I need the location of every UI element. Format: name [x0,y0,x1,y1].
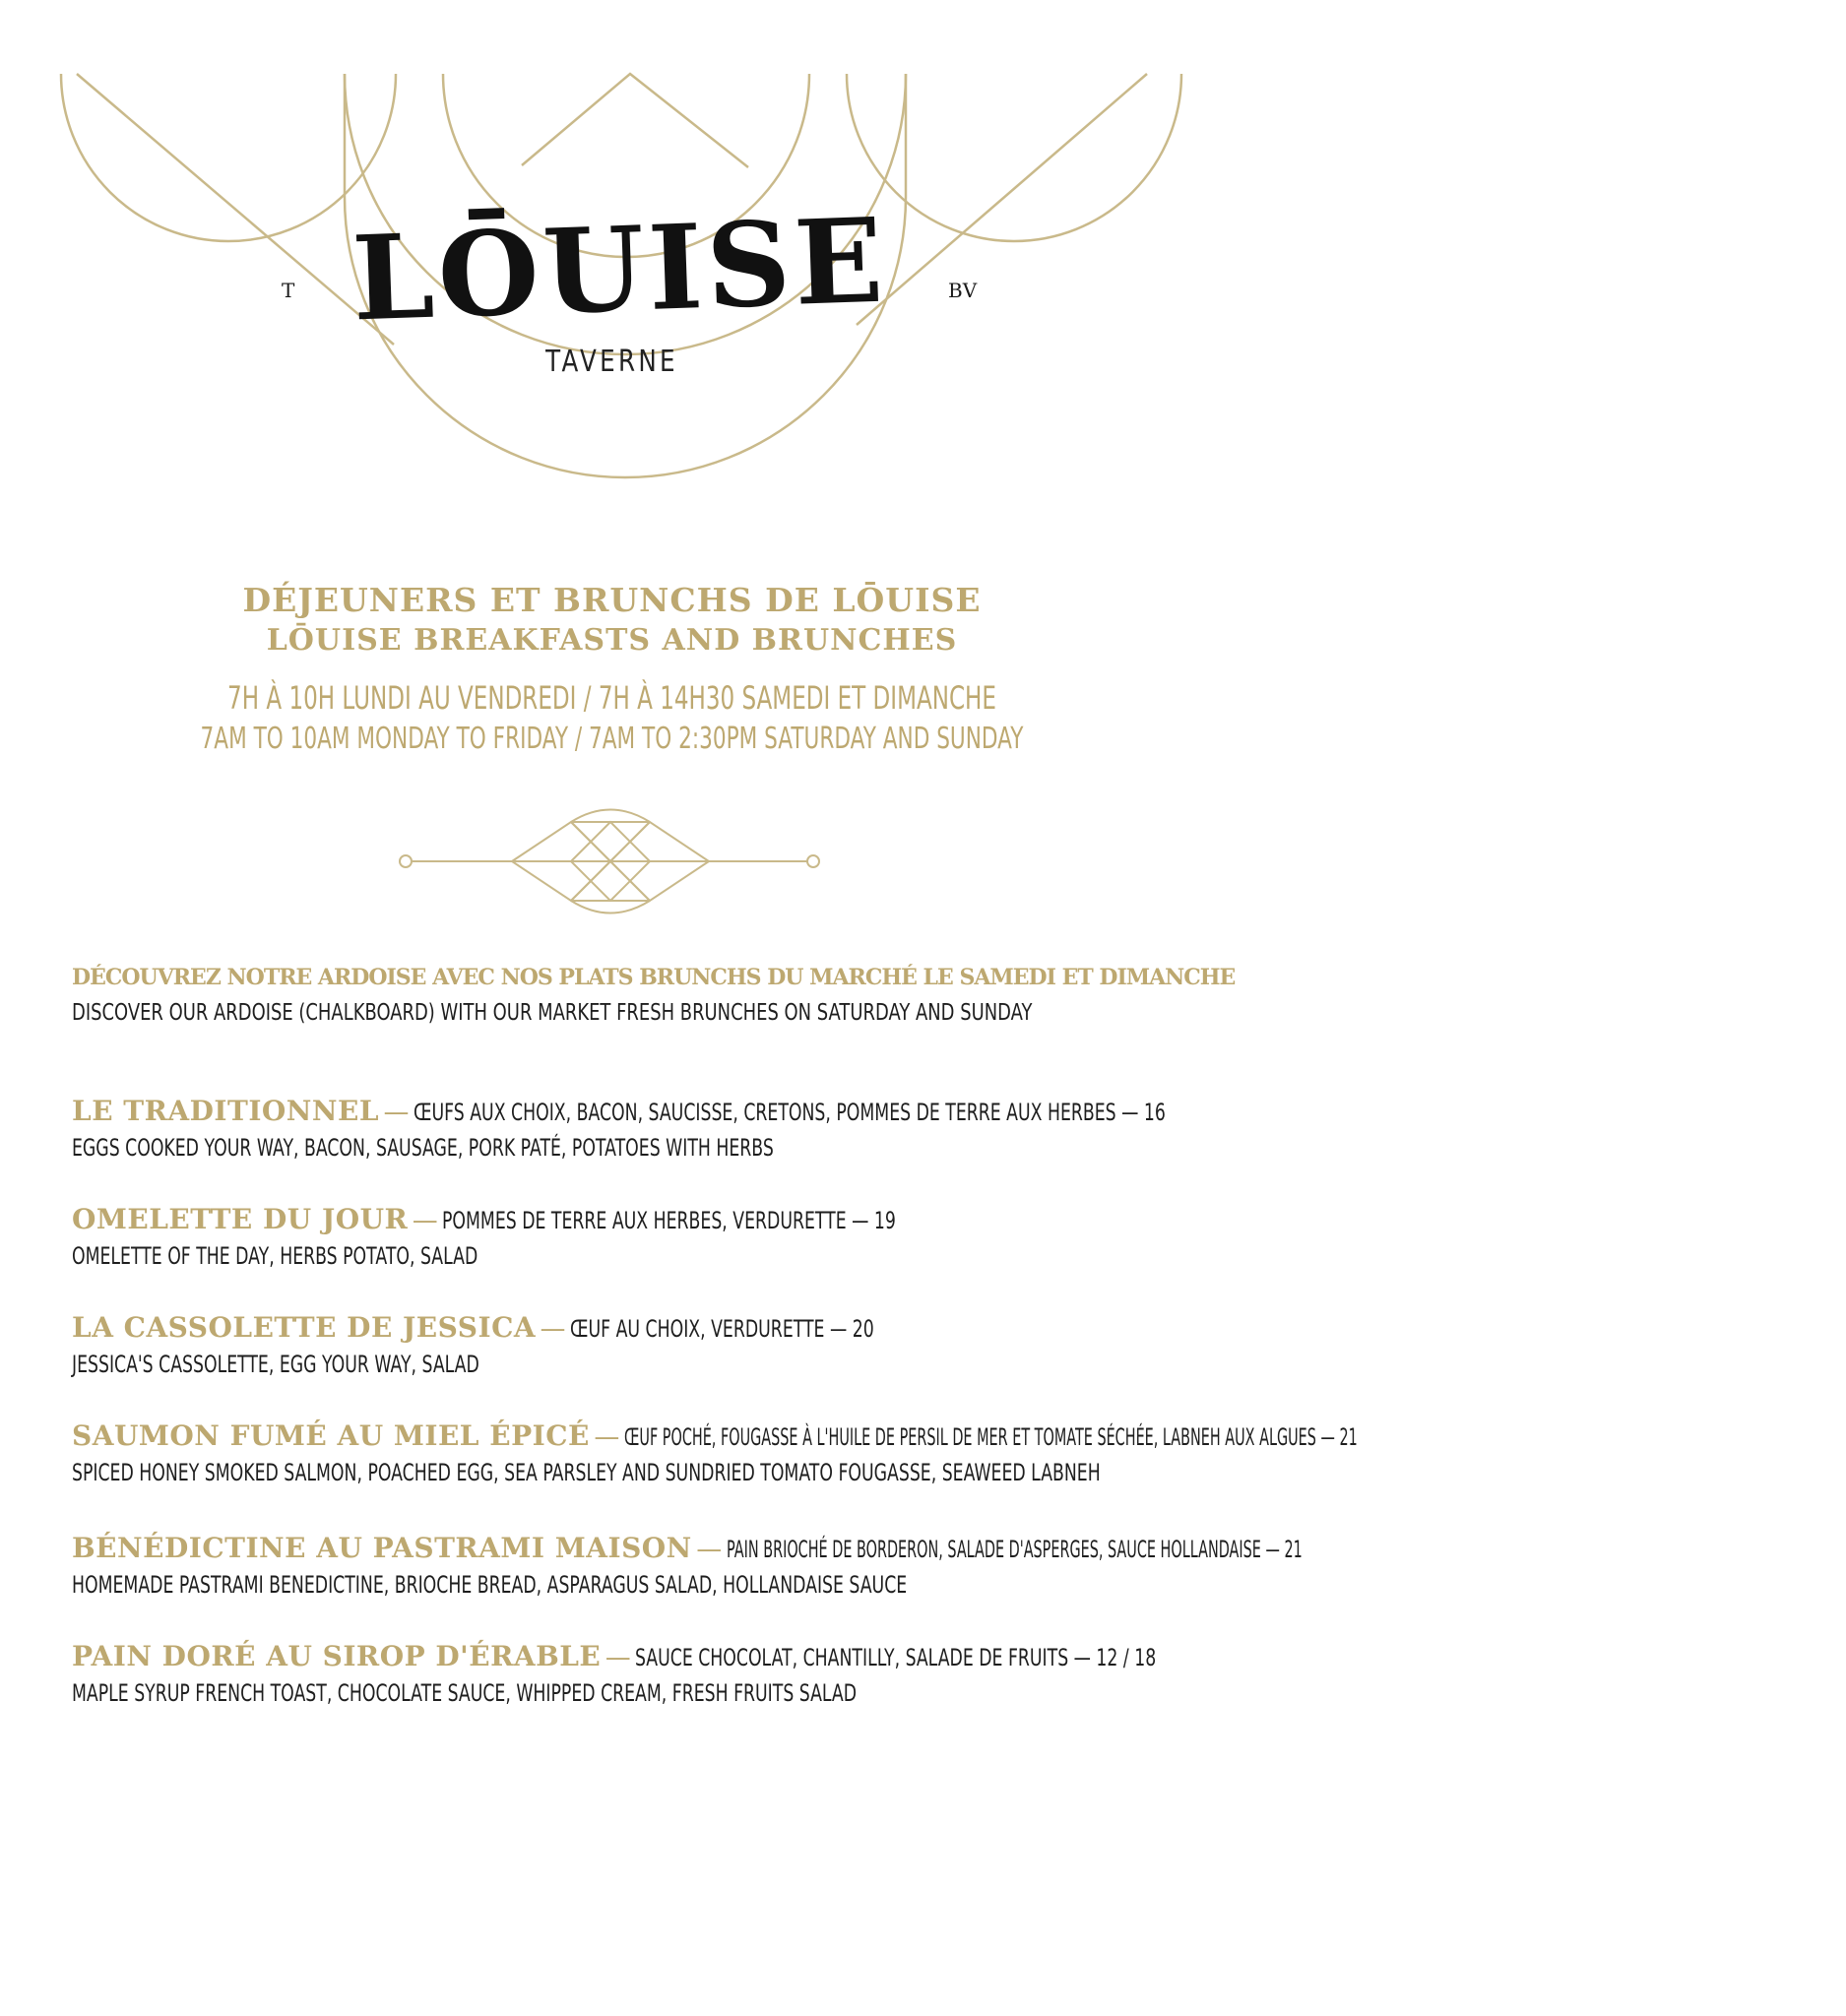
logo-subtitle: TAVERNE [545,345,678,379]
hours-fr: 7H À 10H LUNDI AU VENDREDI / 7H À 14H30 SAMEDI ET DIMANCHE [227,679,996,717]
separator-dash: — [605,1643,631,1672]
menu-item-desc-fr: PAIN BRIOCHÉ DE BORDERON, SALADE D'ASPERGES, SAUCE HOLLANDAISE — 21 [726,1536,1303,1563]
menu-item-name: SAUMON FUMÉ AU MIEL ÉPICÉ [72,1419,590,1452]
logo-text: LŌUISE [350,191,890,347]
separator-dash: — [412,1206,438,1235]
ornament-divider [394,797,827,925]
menu-title-en: LŌUISE BREAKFASTS AND BRUNCHES [266,623,958,658]
side-mark-right: BV [948,279,978,302]
menu-item [72,1095,1204,1162]
menu-item-name: LA CASSOLETTE DE JESSICA [72,1311,537,1344]
menu-item-desc-en: EGGS COOKED YOUR WAY, BACON, SAUSAGE, PORK PATÉ, POTATOES WITH HERBS [72,1134,774,1162]
menu-item-name: BÉNÉDICTINE AU PASTRAMI MAISON [72,1532,692,1564]
menu-item [72,1311,1204,1378]
louise-logo [295,192,945,359]
menu-item [72,1532,1303,1599]
menu-item-desc-fr: SAUCE CHOCOLAT, CHANTILLY, SALADE DE FRUITS — 12 / 18 [635,1644,1157,1671]
hours-en: 7AM TO 10AM MONDAY TO FRIDAY / 7AM TO 2:30PM SATURDAY AND SUNDAY [200,722,1024,756]
menu-item-name: PAIN DORÉ AU SIROP D'ÉRABLE [72,1640,602,1672]
intro-fr: DÉCOUVREZ NOTRE ARDOISE AVEC NOS PLATS BRUNCHS DU MARCHÉ LE SAMEDI ET DIMANCHE [72,965,1236,990]
separator-dash: — [594,1422,620,1452]
menu-item-name: LE TRADITIONNEL [72,1095,380,1127]
menu-item-desc-en: JESSICA'S CASSOLETTE, EGG YOUR WAY, SALAD [72,1351,479,1378]
separator-dash: — [383,1098,410,1127]
menu-item-desc-en: HOMEMADE PASTRAMI BENEDICTINE, BRIOCHE BREAD, ASPARAGUS SALAD, HOLLANDAISE SAUCE [72,1571,908,1599]
menu-item-name: OMELETTE DU JOUR [72,1203,409,1235]
menu-title-fr: DÉJEUNERS ET BRUNCHS DE LŌUISE [242,581,982,619]
separator-dash: — [696,1535,723,1564]
menu-item [72,1640,1204,1707]
menu-item-desc-fr: POMMES DE TERRE AUX HERBES, VERDURETTE — 19 [442,1207,897,1234]
intro-en: DISCOVER OUR ARDOISE (CHALKBOARD) WITH OUR MARKET FRESH BRUNCHES ON SATURDAY AND SUNDAY [72,1000,1033,1026]
menu-item-desc-en: SPICED HONEY SMOKED SALMON, POACHED EGG, SEA PARSLEY AND SUNDRIED TOMATO FOUGASSE, SEAWEED LABNEH [72,1459,1101,1486]
menu-item-desc-en: OMELETTE OF THE DAY, HERBS POTATO, SALAD [72,1242,478,1270]
menu-item-desc-fr: ŒUFS AUX CHOIX, BACON, SAUCISSE, CRETONS, POMMES DE TERRE AUX HERBES — 16 [413,1099,1166,1126]
menu-item-desc-fr: ŒUF AU CHOIX, VERDURETTE — 20 [569,1315,874,1343]
side-mark-left: T [282,279,295,302]
menu-item-desc-en: MAPLE SYRUP FRENCH TOAST, CHOCOLATE SAUCE, WHIPPED CREAM, FRESH FRUITS SALAD [72,1679,858,1707]
menu-item [72,1419,1358,1486]
menu-item-desc-fr: ŒUF POCHÉ, FOUGASSE À L'HUILE DE PERSIL DE MER ET TOMATE SÉCHÉE, LABNEH AUX ALGUES — 21 [623,1423,1358,1451]
separator-dash: — [540,1314,566,1344]
menu-item [72,1203,1204,1270]
